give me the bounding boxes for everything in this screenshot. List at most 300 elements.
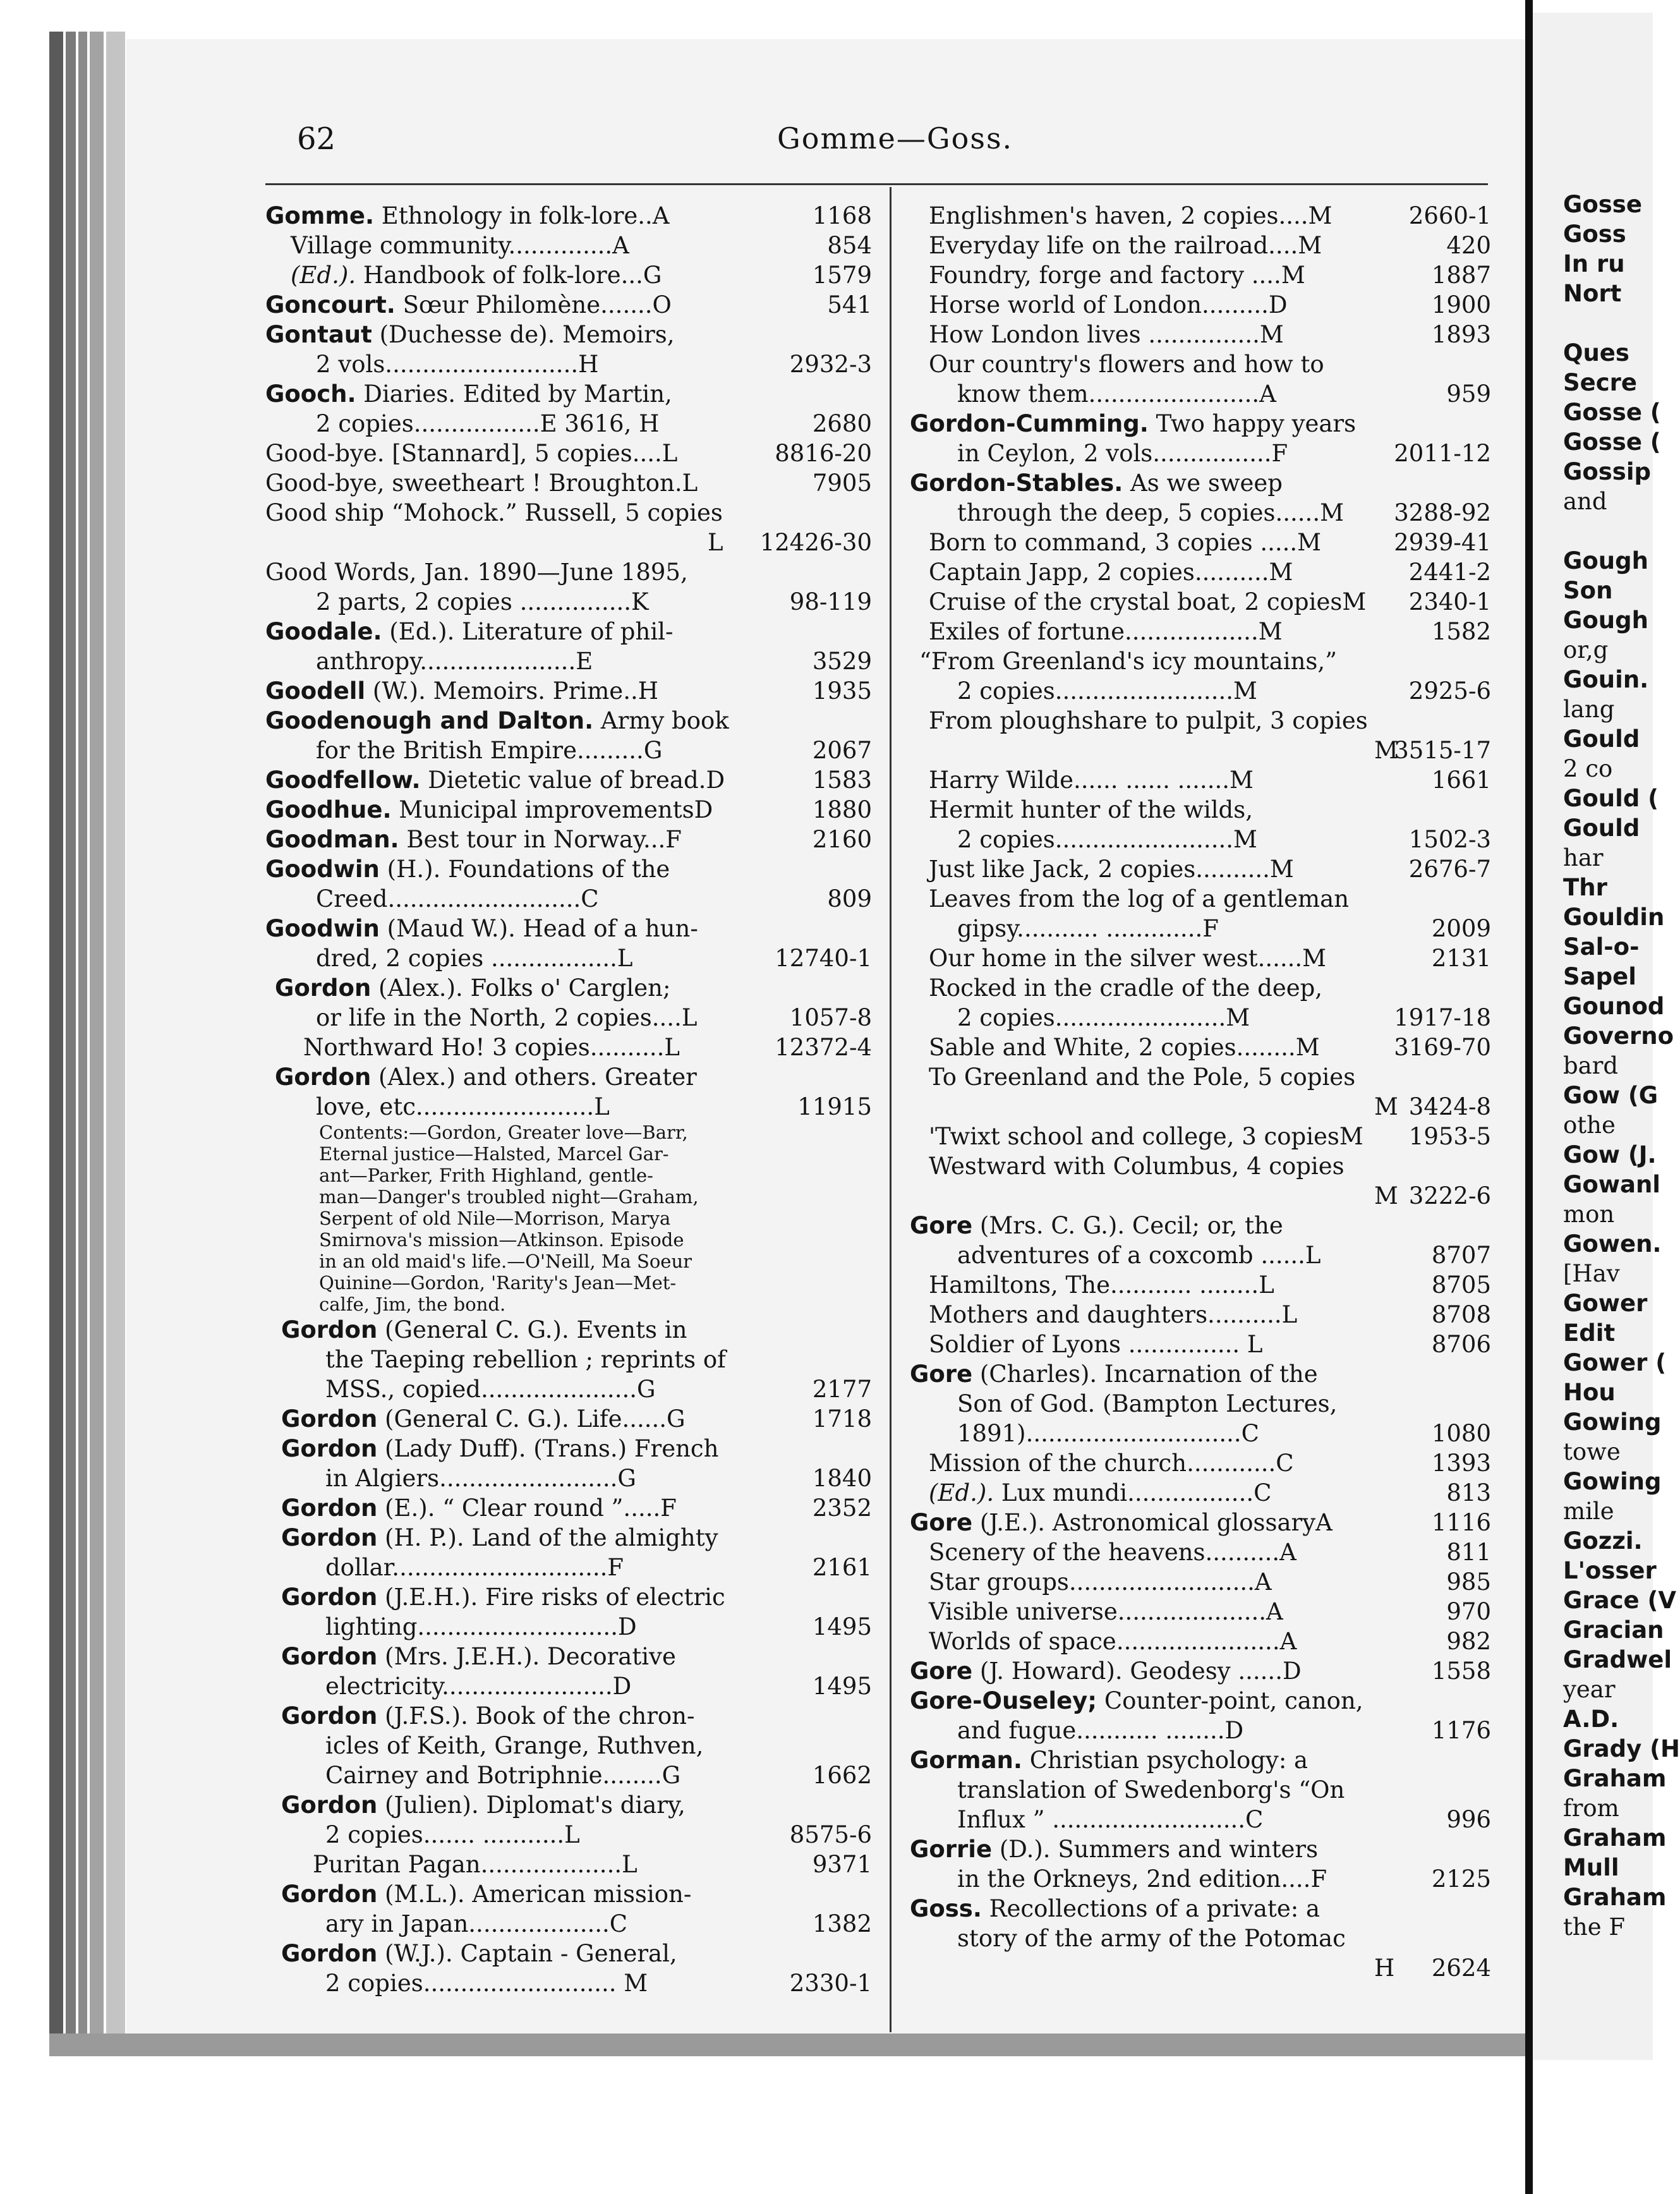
- catalog-entry-line: [265, 765, 872, 795]
- entry-text: [957, 1003, 1250, 1033]
- title-text: Recollections of a private: a: [981, 1895, 1320, 1922]
- title-text: (Mrs. J.E.H.). Decorative: [377, 1643, 676, 1670]
- catalog-entry-line: [910, 231, 1491, 260]
- shelf-number: 1953-5: [1408, 1123, 1491, 1150]
- shelf-number: 811: [1446, 1539, 1491, 1566]
- entry-text: [929, 1122, 1363, 1151]
- entry-text: [265, 765, 725, 795]
- entry-text: [281, 1315, 687, 1345]
- catalog-entry-line: [265, 528, 872, 557]
- entry-text: [265, 854, 670, 884]
- title-text: (Mrs. C. G.). Cecil; or, the: [972, 1212, 1283, 1239]
- catalog-entry-line: [910, 528, 1491, 557]
- shelf-number: 2160: [812, 826, 872, 853]
- author-heading: Gore: [910, 1658, 973, 1685]
- entry-text: [265, 676, 658, 706]
- entry-text: [319, 1272, 676, 1294]
- shelf-number: 2131: [1431, 945, 1491, 972]
- next-page-fragment: Goss: [1563, 221, 1626, 248]
- next-page-fragment: Graham: [1563, 1884, 1667, 1911]
- right-column: [910, 201, 1491, 1983]
- title-text: M: [1374, 737, 1398, 764]
- title-text: Born to command, 3 copies .....M: [929, 529, 1322, 556]
- shelf-number: 2177: [812, 1376, 872, 1403]
- entry-text: [910, 1745, 1308, 1775]
- title-text: and fugue........... ........D: [957, 1717, 1244, 1744]
- entry-text: [929, 1300, 1297, 1330]
- shelf-number: 98-119: [789, 588, 872, 615]
- entry-text: [957, 1924, 1346, 1953]
- title-text: Municipal improvementsD: [391, 796, 713, 823]
- title-text: Diaries. Edited by Martin,: [356, 380, 672, 408]
- catalog-entry-line: [265, 587, 872, 617]
- shelf-number: 959: [1446, 380, 1491, 408]
- catalog-entry-line: [910, 1597, 1491, 1627]
- entry-text: [929, 290, 1288, 320]
- title-text: Counter-point, canon,: [1097, 1687, 1363, 1714]
- title-text: Creed..........................C: [316, 885, 599, 912]
- entry-text: [910, 1211, 1283, 1240]
- title-text: (J.E.). Astronomical glossaryA: [972, 1509, 1333, 1536]
- catalog-entry-line: [265, 498, 872, 528]
- entry-text: [910, 409, 1356, 439]
- author-heading: Gordon: [281, 1643, 378, 1670]
- shelf-number: 2680: [812, 410, 872, 437]
- entry-text: [929, 617, 1283, 646]
- author-heading: Gore: [910, 1361, 973, 1388]
- catalog-entry-line: [910, 765, 1491, 795]
- catalog-entry-line: [910, 1211, 1491, 1240]
- next-page-fragment: Gosse (: [1563, 428, 1661, 456]
- catalog-entry-line: [910, 884, 1491, 914]
- next-page-fragment: Mull: [1563, 1854, 1619, 1881]
- catalog-entry-line: [265, 349, 872, 379]
- entry-text: [929, 1448, 1294, 1478]
- shelf-number: 2925-6: [1408, 677, 1491, 705]
- catalog-entry-line: [910, 349, 1491, 379]
- author-heading: Gore-Ouseley;: [910, 1687, 1097, 1714]
- shelf-number: 2330-1: [789, 1970, 872, 1997]
- next-page-fragment: Nort: [1563, 280, 1622, 307]
- title-text: ant—Parker, Frith Highland, gentle-: [319, 1165, 653, 1186]
- catalog-entry-line: [910, 1448, 1491, 1478]
- title-text: M: [1374, 1182, 1398, 1209]
- left-column: [265, 201, 872, 1998]
- next-page-fragment: othe: [1563, 1112, 1616, 1139]
- title-text: Good Words, Jan. 1890—June 1895,: [265, 559, 688, 586]
- catalog-entry-line: [265, 1820, 872, 1850]
- author-heading: Gore: [910, 1212, 973, 1239]
- title-text: Eternal justice—Halsted, Marcel Gar-: [319, 1143, 669, 1165]
- entry-text: [316, 1092, 610, 1122]
- next-page-fragment: Gough: [1563, 547, 1648, 574]
- catalog-entry-line: [910, 587, 1491, 617]
- shelf-number: 1382: [812, 1910, 872, 1937]
- title-text: Horse world of London.........D: [929, 291, 1288, 318]
- shelf-number: 8575-6: [789, 1821, 872, 1848]
- catalog-entry-line: [910, 1151, 1491, 1181]
- author-heading: Gooch.: [265, 380, 356, 408]
- next-page-fragment: Gough: [1563, 607, 1648, 634]
- title-text: L: [708, 529, 723, 556]
- entry-text: [708, 528, 723, 557]
- catalog-entry-line: [265, 854, 872, 884]
- catalog-entry-line: [910, 1300, 1491, 1330]
- next-page-fragment: Gowing: [1563, 1409, 1662, 1436]
- title-text: (W.). Memoirs. Prime..H: [365, 677, 658, 705]
- entry-text: [281, 1939, 677, 1968]
- next-page-fragment: Gow (G: [1563, 1082, 1659, 1109]
- title-text: Influx ” ..........................C: [957, 1806, 1264, 1833]
- title-text: Quinine—Gordon, 'Rarity's Jean—Met-: [319, 1272, 677, 1294]
- entry-text: [929, 1597, 1283, 1627]
- catalog-entry-line: [910, 617, 1491, 646]
- author-heading: Goncourt.: [265, 291, 396, 318]
- entry-text: [910, 1894, 1320, 1924]
- next-page-fragment: har: [1563, 844, 1604, 871]
- shelf-number: 3515-17: [1394, 737, 1491, 764]
- catalog-entry-line: [265, 468, 872, 498]
- entry-text: [957, 379, 1276, 409]
- next-page-fragment: Gracian: [1563, 1616, 1664, 1644]
- author-heading: Gordon: [281, 1494, 378, 1522]
- entry-text: [325, 1374, 656, 1404]
- next-page-fragment: 2 co: [1563, 755, 1613, 782]
- shelf-number: 1116: [1431, 1509, 1491, 1536]
- next-page-fragment: Gould: [1563, 725, 1640, 753]
- catalog-entry-line: [910, 825, 1491, 854]
- author-heading: Gomme.: [265, 202, 375, 229]
- title-text: electricity.......................D: [325, 1673, 632, 1700]
- author-heading: Gordon: [281, 1435, 378, 1462]
- catalog-entry-line: [910, 201, 1491, 231]
- title-text: (Julien). Diplomat's diary,: [377, 1791, 686, 1819]
- shelf-number: 1579: [812, 262, 872, 289]
- shelf-number: 813: [1446, 1479, 1491, 1506]
- catalog-entry-line: [265, 231, 872, 260]
- entry-text: [316, 884, 599, 914]
- author-heading: Goodwin: [265, 915, 380, 942]
- shelf-number: 2624: [1431, 1955, 1491, 1982]
- catalog-entry-line: [910, 1686, 1491, 1716]
- catalog-entry-line: [910, 1805, 1491, 1834]
- catalog-entry-line: [265, 1229, 872, 1251]
- title-text: dollar.............................F: [325, 1554, 624, 1581]
- catalog-entry-line: [265, 290, 872, 320]
- title-text: Christian psychology: a: [1022, 1747, 1308, 1774]
- title-text: Westward with Columbus, 4 copies: [929, 1153, 1345, 1180]
- title-text: Good-bye. [Stannard], 5 copies....L: [265, 440, 678, 467]
- title-text: 2 copies........................M: [957, 826, 1257, 853]
- entry-text: [265, 825, 682, 854]
- catalog-entry-line: [910, 854, 1491, 884]
- entry-text: [319, 1122, 688, 1143]
- title-text: Best tour in Norway...F: [399, 826, 682, 853]
- title-text: the Taeping rebellion ; reprints of: [325, 1346, 726, 1373]
- title-text: for the British Empire.........G: [316, 737, 663, 764]
- title-text: love, etc........................L: [316, 1093, 610, 1120]
- shelf-number: 1080: [1431, 1420, 1491, 1447]
- entry-text: [316, 646, 593, 676]
- author-heading: Gordon: [281, 1405, 378, 1433]
- shelf-number: 541: [827, 291, 872, 318]
- entry-text: [910, 1508, 1333, 1537]
- next-page-fragment: Gossip: [1563, 458, 1652, 485]
- entry-text: [957, 1864, 1327, 1894]
- shelf-number: 1900: [1431, 291, 1491, 318]
- catalog-entry-line: [265, 1434, 872, 1464]
- next-page-fragment: Gosse (: [1563, 399, 1661, 426]
- title-text: in the Orkneys, 2nd edition....F: [957, 1865, 1327, 1893]
- catalog-entry-line: [910, 1894, 1491, 1924]
- catalog-entry-line: [265, 1968, 872, 1998]
- catalog-entry-line: [265, 1612, 872, 1642]
- next-page-fragment: Gowanl: [1563, 1171, 1660, 1198]
- entry-text: [929, 1033, 1320, 1062]
- page-edge: [106, 32, 125, 2036]
- entry-text: [265, 617, 673, 646]
- entry-text: [929, 349, 1324, 379]
- title-text: Englishmen's haven, 2 copies....M: [929, 202, 1333, 229]
- title-text: Lux mundi.................C: [994, 1479, 1272, 1506]
- title-text: Serpent of old Nile—Morrison, Marya: [319, 1208, 671, 1229]
- author-heading: Goodell: [265, 677, 366, 705]
- title-text: Hermit hunter of the wilds,: [929, 796, 1253, 823]
- entry-text: [929, 765, 1254, 795]
- next-page-fragment: Gould (: [1563, 785, 1659, 812]
- title-text: Ethnology in folk-lore..A: [374, 202, 670, 229]
- entry-text: [265, 706, 729, 736]
- catalog-entry-line: [910, 1092, 1491, 1122]
- next-page-fragment: Governo: [1563, 1022, 1674, 1050]
- title-text: (W.J.). Captain - General,: [377, 1940, 677, 1967]
- catalog-entry-line: [265, 1523, 872, 1553]
- next-page-fragment: Thr: [1563, 874, 1607, 901]
- entry-text: [929, 1330, 1262, 1359]
- catalog-entry-line: [265, 1272, 872, 1294]
- shelf-number: 1393: [1431, 1450, 1491, 1477]
- next-page-fragment: Grady (H: [1563, 1735, 1680, 1762]
- catalog-entry-line: [910, 1419, 1491, 1448]
- editor-mark: (Ed.).: [291, 262, 356, 289]
- entry-text: [910, 468, 1283, 498]
- title-text: know them.......................A: [957, 380, 1276, 408]
- entry-text: [265, 914, 698, 943]
- title-text: Contents:—Gordon, Greater love—Barr,: [319, 1122, 688, 1143]
- shelf-number: 1168: [812, 202, 872, 229]
- next-page-fragment: mon: [1563, 1201, 1615, 1228]
- next-page-fragment: towe: [1563, 1438, 1621, 1465]
- shelf-number: 1176: [1431, 1717, 1491, 1744]
- entry-text: [957, 439, 1288, 468]
- shelf-number: 420: [1446, 232, 1491, 259]
- catalog-entry-line: [265, 1033, 872, 1062]
- next-page-fragment: Gouin.: [1563, 666, 1649, 693]
- catalog-entry-line: [910, 1656, 1491, 1686]
- title-text: Hamiltons, The........... ........L: [929, 1271, 1274, 1299]
- catalog-entry-line: [265, 1143, 872, 1165]
- entry-text: [929, 973, 1322, 1003]
- author-heading: Goodwin: [265, 856, 380, 883]
- catalog-entry-line: [265, 1003, 872, 1033]
- next-page-fragment: In ru: [1563, 250, 1625, 277]
- catalog-entry-line: [265, 706, 872, 736]
- entry-text: [265, 201, 670, 231]
- catalog-entry-line: [265, 1294, 872, 1315]
- shelf-number: 2340-1: [1408, 588, 1491, 615]
- catalog-entry-line: [910, 1508, 1491, 1537]
- entry-text: [265, 795, 713, 825]
- catalog-entry-line: [910, 736, 1491, 765]
- catalog-entry-line: [265, 1374, 872, 1404]
- title-text: 1891).............................C: [957, 1420, 1259, 1447]
- entry-text: [325, 1820, 580, 1850]
- title-text: Our home in the silver west......M: [929, 945, 1327, 972]
- title-text: Soldier of Lyons ............... L: [929, 1331, 1263, 1358]
- entry-text: [929, 1478, 1271, 1508]
- shelf-number: 2676-7: [1408, 856, 1491, 883]
- shelf-number: 1840: [812, 1465, 872, 1492]
- catalog-entry-line: [265, 1186, 872, 1208]
- shelf-number: 2441-2: [1408, 559, 1491, 586]
- catalog-entry-line: [265, 1761, 872, 1790]
- catalog-entry-line: [910, 1834, 1491, 1864]
- author-heading: Gordon: [275, 1064, 372, 1091]
- title-text: Two happy years: [1148, 410, 1357, 437]
- entry-text: [957, 1240, 1321, 1270]
- next-page-fragment: Gower (: [1563, 1349, 1667, 1376]
- title-text: Scenery of the heavens..........A: [929, 1539, 1296, 1566]
- entry-text: [319, 1229, 684, 1251]
- catalog-entry-line: [265, 1671, 872, 1701]
- entry-text: [1374, 1181, 1398, 1211]
- next-page-fragment: Son: [1563, 577, 1613, 604]
- entry-text: [957, 1419, 1259, 1448]
- entry-text: [316, 736, 662, 765]
- entry-text: [910, 1656, 1302, 1686]
- author-heading: Gordon-Cumming.: [910, 410, 1149, 437]
- catalog-entry-line: [265, 557, 872, 587]
- shelf-number: 12426-30: [759, 529, 872, 556]
- entry-text: [325, 1553, 624, 1582]
- author-heading: Goodfellow.: [265, 767, 421, 794]
- next-page-fragment: Gozzi.: [1563, 1527, 1643, 1555]
- catalog-entry-line: [910, 1537, 1491, 1567]
- next-page-fragment: Sal-o-: [1563, 933, 1640, 961]
- title-text: 2 copies.......................M: [957, 1004, 1250, 1031]
- shelf-number: 982: [1446, 1628, 1491, 1655]
- entry-text: [265, 320, 675, 349]
- catalog-entry-line: [265, 260, 872, 290]
- title-text: (D.). Summers and winters: [992, 1836, 1319, 1863]
- title-text: (Ed.). Literature of phil-: [382, 618, 674, 645]
- next-page-fragment: Grace (V: [1563, 1587, 1677, 1614]
- catalog-entry-line: [910, 1745, 1491, 1775]
- next-page-fragment: lang: [1563, 696, 1615, 723]
- author-heading: Gordon: [275, 974, 372, 1002]
- entry-text: [957, 1775, 1345, 1805]
- catalog-entry-line: [910, 1122, 1491, 1151]
- editor-mark: (Ed.).: [929, 1479, 994, 1506]
- entry-text: [303, 1033, 680, 1062]
- entry-text: [957, 1389, 1337, 1419]
- catalog-entry-line: [265, 439, 872, 468]
- catalog-entry-line: [910, 1330, 1491, 1359]
- shelf-number: 1583: [812, 767, 872, 794]
- next-page-column: [1563, 190, 1680, 1942]
- catalog-entry-line: [265, 1315, 872, 1345]
- entry-text: [313, 1850, 638, 1879]
- catalog-entry-line: [910, 557, 1491, 587]
- page-edge: [49, 32, 63, 2036]
- entry-text: [919, 646, 1337, 676]
- catalog-entry-line: [265, 1464, 872, 1493]
- shelf-number: 970: [1446, 1598, 1491, 1625]
- entry-text: [929, 1151, 1345, 1181]
- entry-text: [1374, 1953, 1394, 1983]
- catalog-entry-line: [910, 498, 1491, 528]
- shelf-number: 2161: [812, 1554, 872, 1581]
- shelf-number: 8705: [1431, 1271, 1491, 1299]
- catalog-entry-line: [910, 943, 1491, 973]
- title-text: Good ship “Mohock.” Russell, 5 copies: [265, 499, 723, 526]
- catalog-entry-line: [910, 1389, 1491, 1419]
- title-text: 'Twixt school and college, 3 copiesM: [929, 1123, 1363, 1150]
- catalog-entry-line: [910, 1627, 1491, 1656]
- author-heading: Gordon: [281, 1940, 378, 1967]
- catalog-entry-line: [910, 1864, 1491, 1894]
- catalog-entry-line: [265, 676, 872, 706]
- next-page-fragment: Gosse: [1563, 191, 1642, 218]
- title-text: man—Danger's troubled night—Graham,: [319, 1186, 699, 1208]
- entry-text: [929, 1537, 1296, 1567]
- title-text: (J.F.S.). Book of the chron-: [377, 1702, 695, 1730]
- next-page-fragment: Graham: [1563, 1824, 1667, 1852]
- entry-text: [929, 1627, 1296, 1656]
- next-page-fragment: Gounod: [1563, 993, 1665, 1020]
- entry-text: [319, 1143, 669, 1165]
- book-spine: [1525, 0, 1533, 2194]
- catalog-entry-line: [265, 825, 872, 854]
- title-text: (Lady Duff). (Trans.) French: [377, 1435, 719, 1462]
- catalog-entry-line: [265, 1122, 872, 1143]
- catalog-entry-line: [910, 1567, 1491, 1597]
- author-heading: Gorman.: [910, 1747, 1022, 1774]
- catalog-entry-line: [910, 320, 1491, 349]
- entry-text: [316, 587, 649, 617]
- page-edge: [90, 32, 104, 2036]
- catalog-entry-line: [910, 1033, 1491, 1062]
- catalog-entry-line: [265, 409, 872, 439]
- shelf-number: 3529: [812, 648, 872, 675]
- entry-text: [957, 1716, 1243, 1745]
- next-page-fragment: L'osser: [1563, 1557, 1657, 1584]
- entry-text: [910, 1359, 1318, 1389]
- entry-text: [325, 1968, 648, 1998]
- author-heading: Gontaut: [265, 321, 372, 348]
- shelf-number: 809: [827, 885, 872, 912]
- entry-text: [929, 1270, 1274, 1300]
- shelf-number: 2932-3: [789, 351, 872, 378]
- author-heading: Goodman.: [265, 826, 399, 853]
- entry-text: [929, 884, 1349, 914]
- entry-text: [281, 1879, 691, 1909]
- title-text: (Alex.) and others. Greater: [371, 1064, 697, 1091]
- author-heading: Gorrie: [910, 1836, 993, 1863]
- catalog-entry-line: [265, 617, 872, 646]
- title-text: lighting...........................D: [325, 1613, 637, 1640]
- author-heading: Gore: [910, 1509, 973, 1536]
